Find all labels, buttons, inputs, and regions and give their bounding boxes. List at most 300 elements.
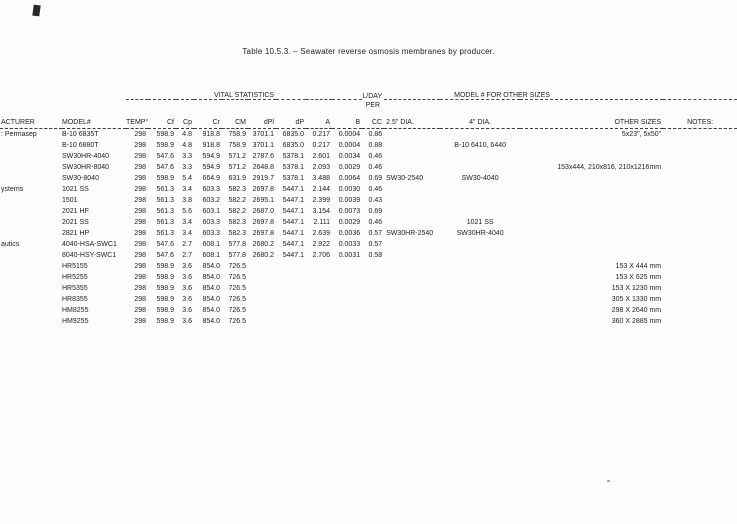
group-header-row	[0, 86, 737, 100]
cell-cp: 3.3	[182, 153, 192, 160]
cell-dia-2-5	[384, 283, 440, 294]
cell-a	[306, 305, 332, 316]
cell-temp: 298	[134, 263, 146, 270]
cell-cc	[362, 316, 384, 327]
cell-cr: 603.2	[202, 197, 220, 204]
cell-model: HR5255	[62, 274, 88, 281]
cell-cm: 582.2	[228, 197, 246, 204]
cell-dia-4	[440, 316, 520, 327]
cell-dia-2-5	[384, 316, 440, 327]
table-row	[0, 305, 737, 316]
cell-dia-4	[440, 129, 520, 141]
cell-dpl: 2695.1	[252, 197, 274, 204]
cell-dp: 5447.1	[282, 241, 304, 248]
column-header-model: MODEL#	[62, 109, 126, 129]
cell-temp: 298	[134, 142, 146, 149]
cell-other-sizes	[520, 184, 663, 195]
cell-temp: 298	[134, 208, 146, 215]
table-row	[0, 151, 737, 162]
cell-dia-2-5	[384, 294, 440, 305]
cell-dia-4: B-10 6410, 6440	[454, 142, 506, 149]
cell-dia-2-5	[384, 250, 440, 261]
cell-b: 0.0029	[338, 219, 361, 226]
cell-dp: 5378.1	[282, 164, 304, 171]
table-row	[0, 239, 737, 250]
cell-cf: 598.9	[156, 263, 174, 270]
cell-dia-2-5: SW30HR-2540	[386, 230, 434, 237]
cell-cf: 547.6	[156, 164, 174, 171]
cell-b	[332, 261, 362, 272]
cell-temp: 298	[134, 285, 146, 292]
cell-model: HR5355	[62, 285, 88, 292]
cell-dpl	[248, 294, 276, 305]
cell-a: 2.639	[312, 230, 330, 237]
cell-manufacturer	[0, 151, 62, 162]
cell-dp	[276, 305, 306, 316]
cell-cc: 0.88	[368, 142, 383, 149]
cell-cr: 603.1	[202, 208, 220, 215]
column-header-b: B	[332, 109, 362, 129]
cell-other-sizes	[520, 217, 663, 228]
cell-cm: 758.9	[228, 131, 246, 138]
cell-dia-4: SW30HR-4040	[456, 230, 504, 237]
cell-model: HR8355	[62, 296, 88, 303]
cell-cp: 3.3	[182, 164, 192, 171]
cell-notes	[663, 305, 737, 316]
cell-manufacturer	[0, 316, 62, 327]
cell-cm: 726.5	[228, 285, 246, 292]
cell-notes	[663, 206, 737, 217]
cell-model: 8040-HSY-SWC1	[62, 252, 117, 259]
cell-dia-4	[440, 272, 520, 283]
cell-manufacturer	[0, 162, 62, 173]
cell-notes	[663, 228, 737, 239]
cell-cf: 598.9	[156, 274, 174, 281]
cell-dp	[276, 283, 306, 294]
cell-cp: 3.6	[182, 296, 192, 303]
cell-b: 0.0073	[338, 208, 361, 215]
table-body	[0, 129, 737, 328]
cell-other-sizes	[520, 206, 663, 217]
cell-dp	[276, 261, 306, 272]
cell-other-sizes: 153x444, 210x816, 210x1216mm	[557, 164, 662, 171]
cell-dia-2-5	[384, 261, 440, 272]
cell-cp: 4.8	[182, 142, 192, 149]
cell-other-sizes: 153 X 625 mm	[615, 274, 662, 281]
cell-notes	[663, 283, 737, 294]
cell-dpl	[248, 305, 276, 316]
cell-model: SW30HR-8040	[62, 164, 110, 171]
cell-cf: 598.9	[156, 175, 174, 182]
cell-notes	[663, 316, 737, 327]
cell-dia-2-5	[384, 162, 440, 173]
table-row	[0, 195, 737, 206]
cell-other-sizes: 360 X 2885 mm	[611, 318, 662, 325]
cell-cp: 5.4	[182, 175, 192, 182]
table-row	[0, 217, 737, 228]
table-row	[0, 129, 737, 141]
cell-b: 0.0004	[338, 142, 361, 149]
cell-notes	[663, 184, 737, 195]
table-row	[0, 184, 737, 195]
cell-notes	[663, 250, 737, 261]
cell-cc	[362, 294, 384, 305]
cell-cm: 726.5	[228, 296, 246, 303]
cell-dp	[276, 272, 306, 283]
cell-dia-2-5	[384, 272, 440, 283]
cell-a: 0.217	[312, 142, 330, 149]
table-row	[0, 316, 737, 327]
cell-other-sizes: 305 X 1330 mm	[611, 296, 662, 303]
cell-other-sizes: 153 X 1230 mm	[611, 285, 662, 292]
cell-dp	[276, 316, 306, 327]
cell-a: 2.922	[312, 241, 330, 248]
cell-temp: 298	[134, 274, 146, 281]
cell-dp: 5378.1	[282, 153, 304, 160]
cell-dia-4: 1021 SS	[466, 219, 494, 226]
cell-cp: 3.4	[182, 230, 192, 237]
cell-cr: 603.3	[202, 186, 220, 193]
cell-other-sizes: 153 X 444 mm	[615, 263, 662, 270]
column-header-dpl: dPl	[248, 109, 276, 129]
cell-cc: 0.69	[368, 175, 383, 182]
cell-manufacturer	[0, 283, 62, 294]
cell-dpl: 2687.0	[252, 208, 274, 215]
cell-dia-4	[440, 250, 520, 261]
cell-cf: 598.9	[156, 285, 174, 292]
cell-dp	[276, 294, 306, 305]
scan-artifact-mark	[32, 5, 40, 17]
table-row	[0, 261, 737, 272]
cell-cc: 0.86	[368, 131, 383, 138]
cell-other-sizes	[520, 239, 663, 250]
cell-notes	[663, 162, 737, 173]
cell-cc	[362, 261, 384, 272]
cell-dpl: 2648.8	[252, 164, 274, 171]
cell-cc: 0.58	[368, 252, 383, 259]
cell-cr: 608.1	[202, 252, 220, 259]
cell-dpl: 2697.8	[252, 230, 274, 237]
cell-dpl	[248, 316, 276, 327]
cell-cr: 854.0	[202, 285, 220, 292]
cell-dp: 6835.0	[282, 131, 304, 138]
cell-a: 0.217	[312, 131, 330, 138]
cell-dia-2-5	[384, 151, 440, 162]
cell-notes	[663, 239, 737, 250]
cell-a: 2.111	[313, 219, 330, 226]
cell-manufacturer	[0, 140, 62, 151]
cell-cm: 582.3	[228, 230, 246, 237]
cell-dia-4	[440, 184, 520, 195]
cell-manufacturer	[0, 272, 62, 283]
cell-b	[332, 283, 362, 294]
cell-dia-4	[440, 239, 520, 250]
cell-cm: 582.2	[228, 208, 246, 215]
column-header-temp: TEMP°	[126, 109, 148, 129]
cell-temp: 298	[134, 230, 146, 237]
cell-cm: 582.3	[228, 219, 246, 226]
cell-dia-2-5: SW30-2540	[386, 175, 424, 182]
cell-cr: 608.1	[202, 241, 220, 248]
cell-model: SW30HR-4040	[62, 153, 110, 160]
cell-a	[306, 316, 332, 327]
cell-dpl: 3701.1	[252, 142, 274, 149]
cell-cp: 2.7	[182, 241, 192, 248]
cell-other-sizes	[520, 250, 663, 261]
group-header-model-other-sizes: MODEL # FOR OTHER SIZES	[384, 86, 737, 100]
cell-cp: 5.6	[182, 208, 192, 215]
table-row	[0, 173, 737, 184]
cell-cc: 0.46	[368, 186, 383, 193]
cell-dia-4	[440, 294, 520, 305]
table-row	[0, 272, 737, 283]
cell-cm: 726.5	[228, 307, 246, 314]
group-header-vital-statistics: VITAL STATISTICS	[126, 86, 362, 100]
cell-model: 2021 SS	[62, 219, 89, 226]
cell-dia-4	[440, 162, 520, 173]
cell-model: 1501	[62, 197, 78, 204]
cell-dpl: 2919.7	[252, 175, 274, 182]
cell-dpl: 2680.2	[252, 252, 274, 259]
cell-model: SW30-8040	[62, 175, 99, 182]
cell-b: 0.0036	[338, 230, 361, 237]
cell-notes	[663, 195, 737, 206]
cell-a	[306, 272, 332, 283]
cell-dp: 5447.1	[282, 197, 304, 204]
column-header-other-sizes: OTHER SIZES	[520, 109, 663, 129]
cell-cr: 594.9	[202, 153, 220, 160]
cell-model: HM8255	[62, 307, 89, 314]
cell-cp: 2.7	[182, 252, 192, 259]
cell-a: 2.144	[312, 186, 330, 193]
cell-notes	[663, 151, 737, 162]
cell-model: B-10 6880T	[62, 142, 99, 149]
cell-cm: 758.9	[228, 142, 246, 149]
cell-model: 2021 HF	[62, 208, 89, 215]
cell-cc: 0.46	[368, 164, 383, 171]
cell-temp: 298	[134, 164, 146, 171]
column-header-cc: CC	[362, 109, 384, 129]
group-header-lday: L/DAY	[362, 92, 383, 100]
cell-cp: 3.8	[182, 197, 192, 204]
cell-model: HR5155	[62, 263, 88, 270]
cell-cc: 0.46	[368, 153, 383, 160]
table-row	[0, 206, 737, 217]
cell-temp: 298	[134, 307, 146, 314]
cell-b: 0.0004	[338, 131, 361, 138]
cell-a: 2.706	[312, 252, 330, 259]
cell-temp: 298	[134, 241, 146, 248]
cell-cp: 3.4	[182, 219, 192, 226]
cell-cm: 582.3	[228, 186, 246, 193]
cell-manufacturer	[0, 206, 62, 217]
cell-temp: 298	[134, 131, 146, 138]
cell-other-sizes	[520, 140, 663, 151]
cell-cm: 726.5	[228, 263, 246, 270]
cell-manufacturer: : Permasep	[1, 131, 37, 138]
cell-dia-2-5	[384, 206, 440, 217]
cell-other-sizes	[520, 195, 663, 206]
cell-cr: 918.8	[202, 131, 220, 138]
cell-temp: 298	[134, 186, 146, 193]
cell-cm: 577.8	[228, 241, 246, 248]
cell-manufacturer	[0, 195, 62, 206]
cell-dia-4	[440, 283, 520, 294]
cell-manufacturer	[0, 250, 62, 261]
cell-model: 2821 HP	[62, 230, 90, 237]
cell-cp: 3.6	[182, 318, 192, 325]
cell-a	[306, 294, 332, 305]
cell-notes	[663, 217, 737, 228]
cell-b	[332, 316, 362, 327]
table-row	[0, 294, 737, 305]
cell-cf: 561.3	[156, 186, 174, 193]
column-header-cm: CM	[222, 109, 248, 129]
cell-cr: 918.8	[202, 142, 220, 149]
cell-model: HM9255	[62, 318, 89, 325]
cell-dp: 5447.1	[282, 230, 304, 237]
cell-cp: 3.6	[182, 274, 192, 281]
cell-cr: 603.3	[202, 230, 220, 237]
cell-dia-4	[440, 261, 520, 272]
cell-dp: 5447.1	[282, 252, 304, 259]
cell-b	[332, 294, 362, 305]
cell-temp: 298	[134, 296, 146, 303]
cell-a: 3.154	[312, 208, 330, 215]
cell-b: 0.0034	[338, 153, 361, 160]
group-header-row-2	[0, 100, 737, 110]
table-row	[0, 250, 737, 261]
cell-cm: 726.5	[228, 274, 246, 281]
cell-dpl	[248, 283, 276, 294]
cell-dpl	[248, 272, 276, 283]
cell-cm: 631.9	[228, 175, 246, 182]
group-header-spacer	[0, 86, 126, 100]
cell-cf: 561.3	[156, 230, 174, 237]
cell-dia-2-5	[384, 195, 440, 206]
cell-other-sizes	[520, 173, 663, 184]
cell-temp: 298	[134, 153, 146, 160]
column-header-notes: NOTES:	[663, 109, 737, 129]
cell-dia-4	[440, 151, 520, 162]
cell-b: 0.0029	[338, 164, 361, 171]
cell-dia-4: SW30-4040	[461, 175, 499, 182]
cell-cc: 0.57	[368, 230, 383, 237]
table-row	[0, 283, 737, 294]
cell-b: 0.0064	[338, 175, 361, 182]
cell-a: 2.399	[312, 197, 330, 204]
column-header-row	[0, 109, 737, 129]
cell-notes	[663, 140, 737, 151]
cell-manufacturer	[0, 294, 62, 305]
table-row	[0, 162, 737, 173]
cell-model: 1021 SS	[62, 186, 89, 193]
cell-cf: 547.6	[156, 252, 174, 259]
table-row	[0, 140, 737, 151]
cell-cr: 603.3	[202, 219, 220, 226]
column-header-dp: dP	[276, 109, 306, 129]
cell-cp: 3.6	[182, 307, 192, 314]
cell-other-sizes: 298 X 2640 mm	[611, 307, 662, 314]
cell-temp: 298	[134, 175, 146, 182]
scan-artifact-speck	[607, 480, 610, 482]
cell-dia-4	[440, 206, 520, 217]
cell-cr: 854.0	[202, 307, 220, 314]
cell-cc	[362, 283, 384, 294]
cell-cc	[362, 305, 384, 316]
cell-dia-2-5	[384, 184, 440, 195]
cell-b	[332, 272, 362, 283]
cell-cf: 598.9	[156, 131, 174, 138]
cell-temp: 298	[134, 318, 146, 325]
cell-b: 0.0030	[338, 186, 361, 193]
cell-dpl	[248, 261, 276, 272]
cell-cr: 854.0	[202, 296, 220, 303]
cell-b: 0.0039	[338, 197, 361, 204]
cell-dp: 5447.1	[282, 186, 304, 193]
cell-model: B-10 6835T	[62, 131, 99, 138]
cell-cf: 598.9	[156, 318, 174, 325]
cell-a: 2.093	[312, 164, 330, 171]
cell-dpl: 2787.6	[252, 153, 274, 160]
cell-manufacturer	[0, 217, 62, 228]
cell-temp: 298	[134, 219, 146, 226]
cell-cf: 547.6	[156, 153, 174, 160]
cell-temp: 298	[134, 197, 146, 204]
column-header-cr: Cr	[194, 109, 222, 129]
cell-dp: 5378.1	[282, 175, 304, 182]
cell-cm: 726.5	[228, 318, 246, 325]
column-header-a: A	[306, 109, 332, 129]
cell-a: 2.601	[312, 153, 330, 160]
cell-cm: 571.2	[228, 164, 246, 171]
cell-notes	[663, 272, 737, 283]
cell-dp: 5447.1	[282, 208, 304, 215]
cell-cm: 577.8	[228, 252, 246, 259]
cell-cf: 561.3	[156, 197, 174, 204]
cell-notes	[663, 261, 737, 272]
cell-cm: 571.2	[228, 153, 246, 160]
cell-cc: 0.57	[368, 241, 383, 248]
cell-a	[306, 283, 332, 294]
cell-cc: 0.46	[368, 219, 383, 226]
cell-cc: 0.69	[368, 208, 383, 215]
cell-other-sizes: 5x23", 5x50"	[621, 131, 662, 138]
cell-dia-2-5	[384, 305, 440, 316]
cell-notes	[663, 294, 737, 305]
cell-manufacturer	[0, 261, 62, 272]
cell-dpl: 2697.8	[252, 186, 274, 193]
cell-a: 3.488	[312, 175, 330, 182]
cell-other-sizes	[520, 151, 663, 162]
cell-manufacturer	[0, 173, 62, 184]
cell-dpl: 2697.8	[252, 219, 274, 226]
cell-b	[332, 305, 362, 316]
cell-dia-2-5	[384, 129, 440, 141]
cell-cf: 598.9	[156, 307, 174, 314]
cell-cf: 598.9	[156, 142, 174, 149]
cell-cp: 3.4	[182, 186, 192, 193]
cell-dpl: 2680.2	[252, 241, 274, 248]
cell-dia-2-5	[384, 140, 440, 151]
column-header-dia-2-5: 2.5" DIA.	[384, 109, 440, 129]
cell-cp: 3.6	[182, 263, 192, 270]
cell-manufacturer	[0, 228, 62, 239]
cell-dia-2-5	[384, 217, 440, 228]
cell-b: 0.0031	[338, 252, 361, 259]
cell-cc: 0.43	[368, 197, 383, 204]
cell-notes	[663, 129, 737, 141]
